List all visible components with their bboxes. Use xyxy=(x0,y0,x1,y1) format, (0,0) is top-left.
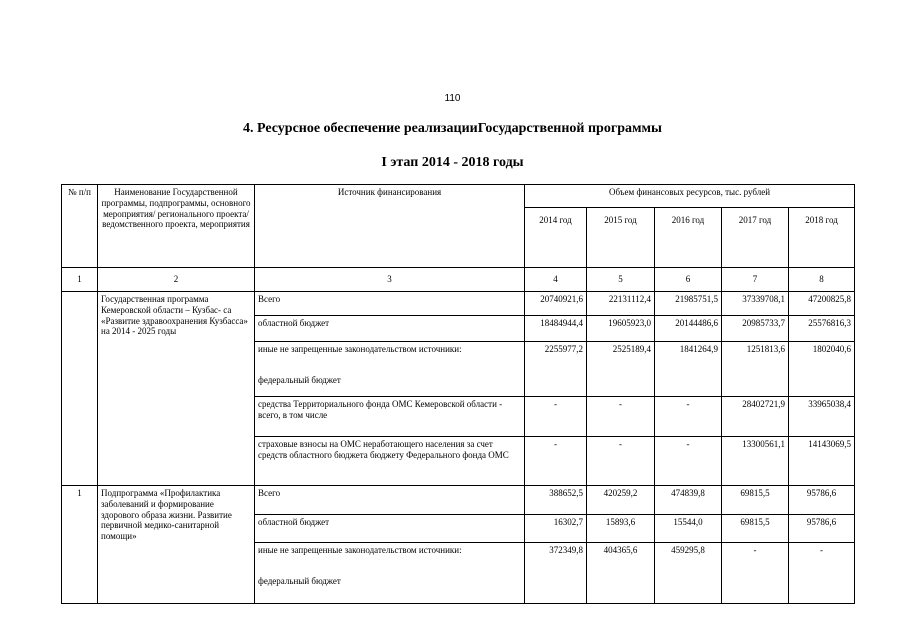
funding-source-cell: страховые взносы на ОМС неработающего населения за счет средств областного бюджета бюджету Федерального фонда ОМС xyxy=(255,437,525,486)
value-cell: - xyxy=(655,397,722,437)
value-cell: 37339708,1 xyxy=(722,292,789,316)
value-cell: 474839,8 xyxy=(655,486,722,515)
header-year: 2018 год xyxy=(789,208,855,268)
funding-source-label: иные не запрещенные законодательством источники: xyxy=(258,545,462,555)
value-cell: 16302,7 xyxy=(525,515,587,543)
value-cell: 18484944,4 xyxy=(525,316,587,342)
header-year: 2017 год xyxy=(722,208,789,268)
funding-source-cell: областной бюджет xyxy=(255,515,525,543)
column-number: 2 xyxy=(98,268,255,292)
funding-source-cell xyxy=(255,342,525,397)
value-cell: 95786,6 xyxy=(789,515,855,543)
column-number: 7 xyxy=(722,268,789,292)
header-year: 2015 год xyxy=(587,208,655,268)
row-number-cell xyxy=(62,292,98,486)
funding-source-sublabel: федеральный бюджет xyxy=(258,374,341,385)
value-cell: 20144486,6 xyxy=(655,316,722,342)
value-cell: 459295,8 xyxy=(655,543,722,604)
value-cell: 14143069,5 xyxy=(789,437,855,486)
value-cell: - xyxy=(587,397,655,437)
value-cell: 47200825,8 xyxy=(789,292,855,316)
program-name-cell: Подпрограмма «Профилактика заболеваний и формирование здорового образа жизни. Развитие первичной медико-санитарной помощи» xyxy=(98,486,255,604)
value-cell: - xyxy=(789,543,855,604)
value-cell: - xyxy=(525,437,587,486)
column-number: 8 xyxy=(789,268,855,292)
header-year: 2016 год xyxy=(655,208,722,268)
table-row xyxy=(62,486,855,515)
value-cell: 1251813,6 xyxy=(722,342,789,397)
value-cell: 19605923,0 xyxy=(587,316,655,342)
value-cell: 33965038,4 xyxy=(789,397,855,437)
funding-source-cell: средства Территориального фонда ОМС Кемеровской области - всего, в том числе xyxy=(255,397,525,437)
column-number: 5 xyxy=(587,268,655,292)
value-cell: 1841264,9 xyxy=(655,342,722,397)
value-cell: 388652,5 xyxy=(525,486,587,515)
row-number-cell: 1 xyxy=(62,486,98,604)
value-cell: 404365,6 xyxy=(587,543,655,604)
header-row-1 xyxy=(62,185,855,208)
funding-source-sublabel: федеральный бюджет xyxy=(258,575,341,586)
value-cell: - xyxy=(587,437,655,486)
value-cell: 95786,6 xyxy=(789,486,855,515)
value-cell: 15544,0 xyxy=(655,515,722,543)
funding-source-cell: Всего xyxy=(255,486,525,515)
column-number: 3 xyxy=(255,268,525,292)
funding-source-cell: областной бюджет xyxy=(255,316,525,342)
value-cell: 20740921,6 xyxy=(525,292,587,316)
program-name-cell: Государственная программа Кемеровской области – Кузбас- са «Развитие здравоохранения Кузбасса» на 2014 - 2025 годы xyxy=(98,292,255,486)
document-subtitle: I этап 2014 - 2018 годы xyxy=(381,155,524,170)
document-title: 4. Ресурсное обеспечение реализацииГосударственной программы xyxy=(243,121,662,136)
funding-source-cell xyxy=(255,543,525,604)
funding-source-label: иные не запрещенные законодательством источники: xyxy=(258,344,462,354)
header-source: Источник финансирования xyxy=(255,185,525,268)
value-cell: 2255977,2 xyxy=(525,342,587,397)
value-cell: 25576816,3 xyxy=(789,316,855,342)
header-num: № п/п xyxy=(62,185,98,268)
value-cell: - xyxy=(655,437,722,486)
value-cell: - xyxy=(525,397,587,437)
column-number: 6 xyxy=(655,268,722,292)
resource-table xyxy=(61,184,855,604)
value-cell: 28402721,9 xyxy=(722,397,789,437)
value-cell: 20985733,7 xyxy=(722,316,789,342)
value-cell: 372349,8 xyxy=(525,543,587,604)
value-cell: 21985751,5 xyxy=(655,292,722,316)
header-year: 2014 год xyxy=(525,208,587,268)
value-cell: 1802040,6 xyxy=(789,342,855,397)
value-cell: 13300561,1 xyxy=(722,437,789,486)
value-cell: 15893,6 xyxy=(587,515,655,543)
value-cell: 420259,2 xyxy=(587,486,655,515)
page-number: 110 xyxy=(444,93,461,104)
header-name: Наименование Государственной программы, подпрограммы, основного мероприятия/ регионального проекта/ ведомственного проекта, мероприятия xyxy=(98,185,255,268)
value-cell: - xyxy=(722,543,789,604)
value-cell: 22131112,4 xyxy=(587,292,655,316)
column-number: 1 xyxy=(62,268,98,292)
funding-source-cell: Всего xyxy=(255,292,525,316)
column-number-row xyxy=(62,268,855,292)
header-volume: Объем финансовых ресурсов, тыс. рублей xyxy=(525,185,855,208)
value-cell: 2525189,4 xyxy=(587,342,655,397)
value-cell: 69815,5 xyxy=(722,486,789,515)
table-row xyxy=(62,292,855,316)
column-number: 4 xyxy=(525,268,587,292)
value-cell: 69815,5 xyxy=(722,515,789,543)
